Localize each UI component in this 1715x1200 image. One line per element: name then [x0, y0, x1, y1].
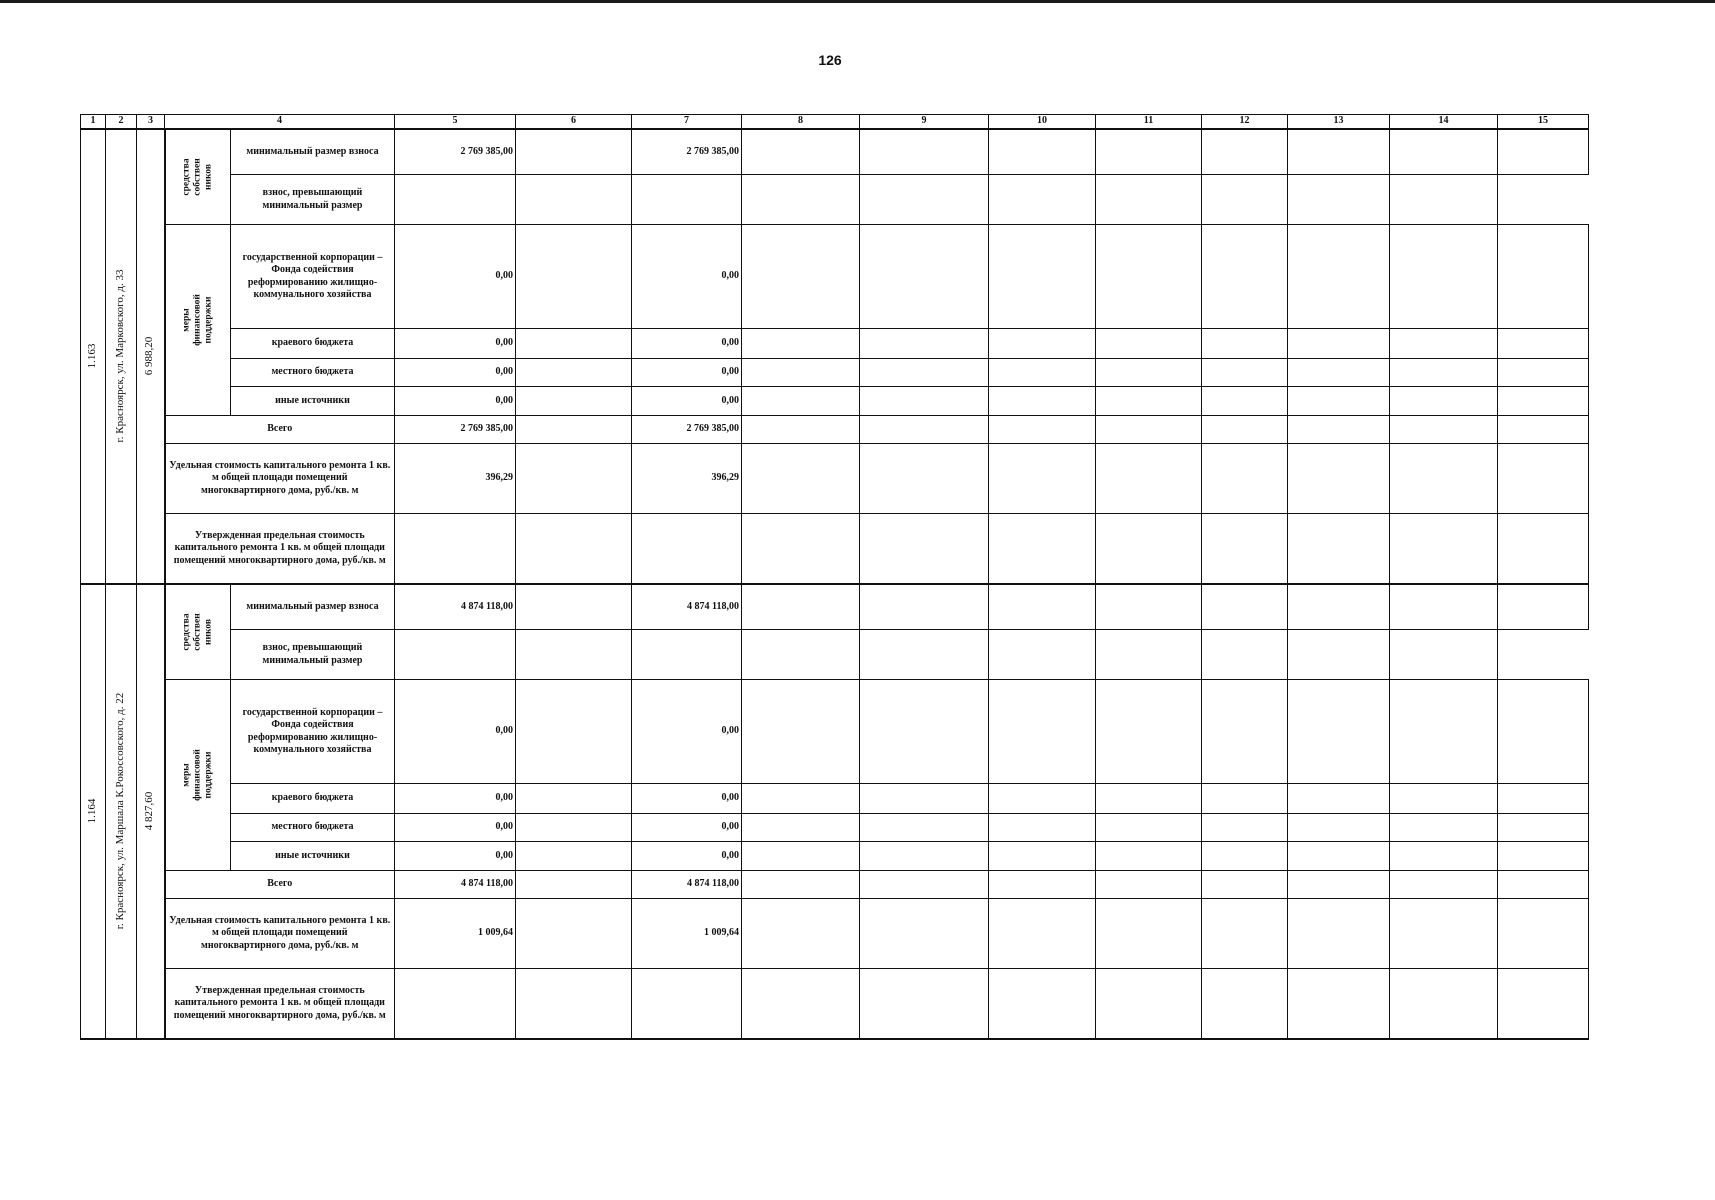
value-col5: 0,00 [395, 329, 516, 359]
col-header: 14 [1390, 115, 1498, 129]
empty-cell [1096, 175, 1202, 225]
empty-cell [1096, 969, 1202, 1039]
empty-cell [1288, 784, 1390, 814]
empty-cell [1288, 129, 1390, 175]
empty-cell [516, 416, 632, 444]
empty-cell [1498, 680, 1589, 784]
empty-cell [395, 630, 516, 680]
empty-cell [1202, 969, 1288, 1039]
empty-cell [1202, 329, 1288, 359]
value-col5: 0,00 [395, 359, 516, 387]
support-measures-group: меры финансовой поддержки [165, 680, 231, 871]
empty-cell [742, 969, 860, 1039]
empty-cell [1202, 899, 1288, 969]
row-local-budget [81, 814, 1589, 842]
empty-cell [742, 359, 860, 387]
empty-cell [1096, 630, 1202, 680]
empty-cell [1288, 871, 1390, 899]
empty-cell [989, 514, 1096, 584]
row-state-corp [81, 225, 1589, 329]
empty-cell [1390, 225, 1498, 329]
value-col5: 2 769 385,00 [395, 416, 516, 444]
empty-cell [1288, 175, 1390, 225]
empty-cell [742, 175, 860, 225]
empty-cell [1202, 514, 1288, 584]
empty-cell [989, 899, 1096, 969]
empty-cell [989, 784, 1096, 814]
col-header: 3 [137, 115, 165, 129]
empty-cell [989, 416, 1096, 444]
empty-cell [1390, 584, 1498, 630]
value-col7: 0,00 [632, 359, 742, 387]
empty-cell [516, 329, 632, 359]
empty-cell [1096, 225, 1202, 329]
empty-cell [1390, 175, 1498, 225]
value-col7: 0,00 [632, 842, 742, 871]
row-above-min [81, 630, 1589, 680]
empty-cell [516, 225, 632, 329]
empty-cell [1096, 871, 1202, 899]
empty-cell [1202, 871, 1288, 899]
empty-cell [1096, 784, 1202, 814]
empty-cell [860, 444, 989, 514]
label-specific-cost: Удельная стоимость капитального ремонта 1 кв. м общей площади помещений многоквартирного дома, руб./кв. м [165, 899, 395, 969]
empty-cell [989, 129, 1096, 175]
empty-cell [1390, 387, 1498, 416]
empty-cell [1498, 225, 1589, 329]
row-min-contribution [81, 129, 1589, 175]
empty-cell [1096, 514, 1202, 584]
empty-cell [632, 514, 742, 584]
value-col5: 0,00 [395, 814, 516, 842]
empty-cell [516, 784, 632, 814]
empty-cell [516, 871, 632, 899]
empty-cell [1498, 387, 1589, 416]
label-regional-budget: краевого бюджета [231, 329, 395, 359]
row-other-sources [81, 387, 1589, 416]
label-approved-limit: Утвержденная предельная стоимость капитального ремонта 1 кв. м общей площади помещений многоквартирного дома, руб./кв. м [165, 969, 395, 1039]
empty-cell [989, 814, 1096, 842]
empty-cell [1202, 444, 1288, 514]
empty-cell [1498, 784, 1589, 814]
empty-cell [1390, 129, 1498, 175]
empty-cell [1390, 416, 1498, 444]
value-col5: 2 769 385,00 [395, 129, 516, 175]
row-regional-budget [81, 329, 1589, 359]
empty-cell [1498, 416, 1589, 444]
empty-cell [860, 680, 989, 784]
col-header: 9 [860, 115, 989, 129]
header-row [81, 115, 1589, 129]
row-total [81, 871, 1589, 899]
empty-cell [395, 175, 516, 225]
row-other-sources [81, 842, 1589, 871]
empty-cell [742, 680, 860, 784]
col-header: 11 [1096, 115, 1202, 129]
empty-cell [516, 387, 632, 416]
empty-cell [1288, 359, 1390, 387]
empty-cell [1202, 416, 1288, 444]
empty-cell [1288, 387, 1390, 416]
value-col7: 0,00 [632, 814, 742, 842]
empty-cell [989, 630, 1096, 680]
empty-cell [516, 969, 632, 1039]
empty-cell [860, 225, 989, 329]
empty-cell [860, 630, 989, 680]
value-col7: 2 769 385,00 [632, 129, 742, 175]
empty-cell [516, 899, 632, 969]
empty-cell [860, 784, 989, 814]
empty-cell [1288, 225, 1390, 329]
empty-cell [860, 514, 989, 584]
empty-cell [742, 784, 860, 814]
empty-cell [989, 359, 1096, 387]
empty-cell [516, 359, 632, 387]
total-area: 6 988,20 [137, 129, 165, 584]
empty-cell [1390, 969, 1498, 1039]
label-regional-budget: краевого бюджета [231, 784, 395, 814]
empty-cell [1202, 387, 1288, 416]
empty-cell [1202, 630, 1288, 680]
col-header: 13 [1288, 115, 1390, 129]
empty-cell [742, 842, 860, 871]
empty-cell [1096, 444, 1202, 514]
empty-cell [516, 630, 632, 680]
value-col5: 4 874 118,00 [395, 584, 516, 630]
empty-cell [1498, 444, 1589, 514]
empty-cell [1288, 444, 1390, 514]
value-col7: 1 009,64 [632, 899, 742, 969]
row-approved-limit [81, 514, 1589, 584]
label-above-min: взнос, превышающий минимальный размер [231, 630, 395, 680]
empty-cell [1498, 129, 1589, 175]
label-min-contribution: минимальный размер взноса [231, 129, 395, 175]
row-specific-cost [81, 899, 1589, 969]
value-col5: 4 874 118,00 [395, 871, 516, 899]
label-specific-cost: Удельная стоимость капитального ремонта 1 кв. м общей площади помещений многоквартирного дома, руб./кв. м [165, 444, 395, 514]
label-state-corp: государственной корпорации – Фонда содействия реформированию жилищно-коммунального хозяйства [231, 225, 395, 329]
empty-cell [1096, 899, 1202, 969]
empty-cell [1096, 814, 1202, 842]
top-border-line [0, 0, 1715, 3]
item-number: 1.164 [81, 584, 106, 1039]
empty-cell [989, 329, 1096, 359]
empty-cell [860, 584, 989, 630]
empty-cell [1288, 842, 1390, 871]
empty-cell [516, 680, 632, 784]
value-col7: 0,00 [632, 225, 742, 329]
empty-cell [860, 387, 989, 416]
empty-cell [1390, 899, 1498, 969]
label-approved-limit: Утвержденная предельная стоимость капитального ремонта 1 кв. м общей площади помещений многоквартирного дома, руб./кв. м [165, 514, 395, 584]
value-col7: 396,29 [632, 444, 742, 514]
empty-cell [1498, 969, 1589, 1039]
empty-cell [989, 680, 1096, 784]
empty-cell [989, 225, 1096, 329]
label-local-budget: местного бюджета [231, 814, 395, 842]
value-col5: 0,00 [395, 387, 516, 416]
empty-cell [742, 630, 860, 680]
row-above-min [81, 175, 1589, 225]
empty-cell [742, 444, 860, 514]
col-header: 4 [165, 115, 395, 129]
col-header: 6 [516, 115, 632, 129]
row-local-budget [81, 359, 1589, 387]
empty-cell [516, 584, 632, 630]
empty-cell [989, 387, 1096, 416]
empty-cell [1498, 514, 1589, 584]
empty-cell [1096, 329, 1202, 359]
empty-cell [1390, 630, 1498, 680]
empty-cell [860, 969, 989, 1039]
empty-cell [632, 969, 742, 1039]
empty-cell [860, 814, 989, 842]
empty-cell [742, 584, 860, 630]
empty-cell [1390, 359, 1498, 387]
empty-cell [1202, 129, 1288, 175]
label-local-budget: местного бюджета [231, 359, 395, 387]
empty-cell [989, 175, 1096, 225]
address: г. Красноярск, ул. Марковского, д. 33 [106, 129, 137, 584]
empty-cell [516, 514, 632, 584]
col-header: 10 [989, 115, 1096, 129]
value-col7: 0,00 [632, 387, 742, 416]
empty-cell [1096, 680, 1202, 784]
empty-cell [1390, 444, 1498, 514]
row-specific-cost [81, 444, 1589, 514]
label-other-sources: иные источники [231, 842, 395, 871]
empty-cell [516, 444, 632, 514]
empty-cell [1390, 784, 1498, 814]
col-header: 15 [1498, 115, 1589, 129]
empty-cell [516, 129, 632, 175]
empty-cell [1498, 899, 1589, 969]
col-header: 7 [632, 115, 742, 129]
label-total: Всего [165, 871, 395, 899]
empty-cell [860, 416, 989, 444]
empty-cell [1202, 225, 1288, 329]
empty-cell [1390, 329, 1498, 359]
row-approved-limit [81, 969, 1589, 1039]
label-total: Всего [165, 416, 395, 444]
empty-cell [1390, 514, 1498, 584]
empty-cell [1288, 969, 1390, 1039]
empty-cell [1390, 814, 1498, 842]
value-col5: 0,00 [395, 842, 516, 871]
label-other-sources: иные источники [231, 387, 395, 416]
col-header: 8 [742, 115, 860, 129]
empty-cell [1096, 129, 1202, 175]
item-number: 1.163 [81, 129, 106, 584]
value-col5: 1 009,64 [395, 899, 516, 969]
owners-funds-group: средства собствен ников [165, 584, 231, 680]
empty-cell [1202, 842, 1288, 871]
empty-cell [860, 129, 989, 175]
empty-cell [1202, 584, 1288, 630]
empty-cell [516, 814, 632, 842]
empty-cell [742, 899, 860, 969]
empty-cell [1288, 814, 1390, 842]
value-col7: 0,00 [632, 680, 742, 784]
empty-cell [860, 329, 989, 359]
empty-cell [989, 584, 1096, 630]
empty-cell [395, 514, 516, 584]
empty-cell [1288, 329, 1390, 359]
empty-cell [1288, 514, 1390, 584]
empty-cell [742, 416, 860, 444]
empty-cell [1390, 871, 1498, 899]
support-measures-group: меры финансовой поддержки [165, 225, 231, 416]
empty-cell [1498, 359, 1589, 387]
empty-cell [632, 630, 742, 680]
value-col7: 2 769 385,00 [632, 416, 742, 444]
page-number: 126 [818, 52, 842, 68]
value-col5: 0,00 [395, 225, 516, 329]
empty-cell [1498, 584, 1589, 630]
label-state-corp: государственной корпорации – Фонда содействия реформированию жилищно-коммунального хозяйства [231, 680, 395, 784]
empty-cell [395, 969, 516, 1039]
empty-cell [1498, 329, 1589, 359]
empty-cell [1288, 584, 1390, 630]
value-col5: 0,00 [395, 784, 516, 814]
empty-cell [1288, 680, 1390, 784]
empty-cell [989, 871, 1096, 899]
empty-cell [860, 359, 989, 387]
empty-cell [1096, 387, 1202, 416]
label-above-min: взнос, превышающий минимальный размер [231, 175, 395, 225]
empty-cell [1096, 359, 1202, 387]
empty-cell [1288, 899, 1390, 969]
empty-cell [1202, 359, 1288, 387]
col-header: 1 [81, 115, 106, 129]
total-area: 4 827,60 [137, 584, 165, 1039]
value-col5: 0,00 [395, 680, 516, 784]
empty-cell [632, 175, 742, 225]
empty-cell [1288, 630, 1390, 680]
empty-cell [1202, 680, 1288, 784]
empty-cell [742, 514, 860, 584]
empty-cell [1096, 416, 1202, 444]
empty-cell [860, 899, 989, 969]
empty-cell [1096, 584, 1202, 630]
empty-cell [742, 225, 860, 329]
empty-cell [989, 842, 1096, 871]
empty-cell [1390, 680, 1498, 784]
capital-repair-table [80, 114, 1589, 1040]
empty-cell [860, 175, 989, 225]
empty-cell [516, 842, 632, 871]
empty-cell [1202, 175, 1288, 225]
empty-cell [860, 842, 989, 871]
empty-cell [1288, 416, 1390, 444]
empty-cell [860, 871, 989, 899]
col-header: 5 [395, 115, 516, 129]
value-col5: 396,29 [395, 444, 516, 514]
empty-cell [1498, 842, 1589, 871]
value-col7: 0,00 [632, 784, 742, 814]
row-total [81, 416, 1589, 444]
row-min-contribution [81, 584, 1589, 630]
empty-cell [742, 329, 860, 359]
col-header: 2 [106, 115, 137, 129]
empty-cell [1096, 842, 1202, 871]
empty-cell [989, 969, 1096, 1039]
empty-cell [516, 175, 632, 225]
empty-cell [1202, 784, 1288, 814]
empty-cell [1498, 814, 1589, 842]
empty-cell [742, 871, 860, 899]
row-regional-budget [81, 784, 1589, 814]
address: г. Красноярск, ул. Маршала К.Рокоссовского, д. 22 [106, 584, 137, 1039]
empty-cell [989, 444, 1096, 514]
value-col7: 4 874 118,00 [632, 871, 742, 899]
empty-cell [742, 387, 860, 416]
empty-cell [742, 129, 860, 175]
empty-cell [742, 814, 860, 842]
empty-cell [1390, 842, 1498, 871]
empty-cell [1498, 871, 1589, 899]
col-header: 12 [1202, 115, 1288, 129]
value-col7: 0,00 [632, 329, 742, 359]
owners-funds-group: средства собствен ников [165, 129, 231, 225]
label-min-contribution: минимальный размер взноса [231, 584, 395, 630]
row-state-corp [81, 680, 1589, 784]
empty-cell [1202, 814, 1288, 842]
value-col7: 4 874 118,00 [632, 584, 742, 630]
